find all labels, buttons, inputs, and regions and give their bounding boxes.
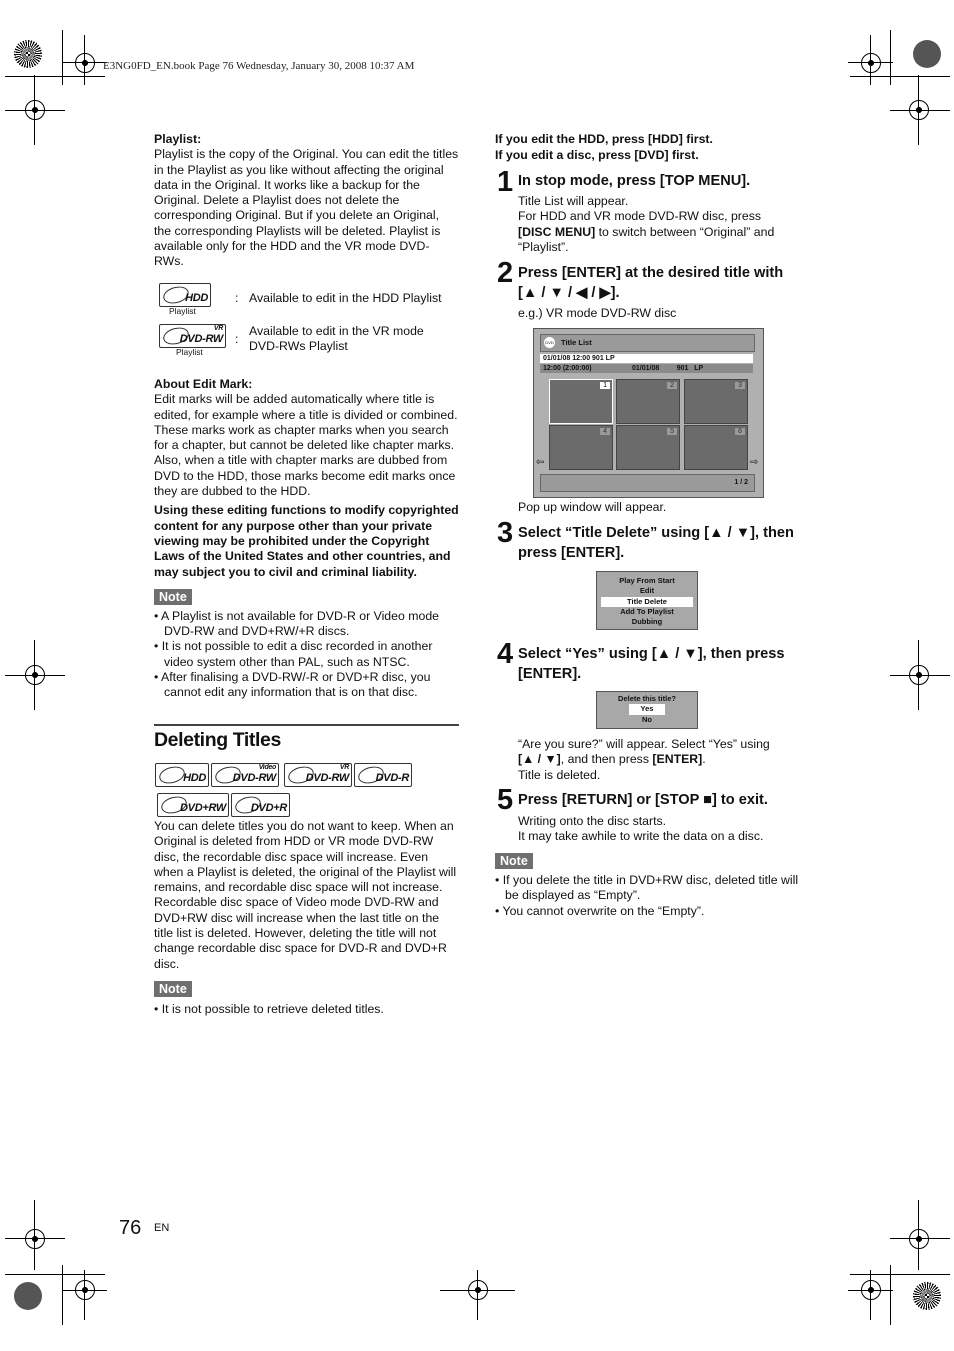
dvdplusr-logo: DVD+R: [231, 793, 290, 817]
thumbnail-1[interactable]: 1: [549, 379, 613, 424]
step-4-body: “Are you sure?” will appear. Select “Yes” using [▲ / ▼], and then press [ENTER]. Title is deleted.: [518, 737, 770, 782]
colon: :: [235, 332, 239, 346]
hdd-playlist-icon: HDD: [159, 283, 211, 307]
list-item: • If you delete the title in DVD+RW disc, deleted title will be displayed as “Empty”.: [495, 873, 800, 904]
note-label: Note: [495, 853, 533, 869]
note-list-3: [495, 873, 800, 919]
step-2-after: Pop up window will appear.: [518, 500, 667, 514]
info-row-1: 01/01/08 12:00 901 LP: [540, 354, 753, 363]
step-3-title: Select “Title Delete” using [▲ / ▼], then press [ENTER].: [518, 525, 794, 561]
step-4-number: 4: [497, 638, 514, 670]
file-header: E3NG0FD_EN.book Page 76 Wednesday, January 30, 2008 10:37 AM: [103, 60, 415, 72]
step-1-title: In stop mode, press [TOP MENU].: [518, 173, 751, 189]
disc-icon: DVD: [544, 337, 555, 348]
step-2-example: e.g.) VR mode DVD-RW disc: [518, 306, 677, 320]
title-list-label: Title List: [561, 338, 592, 347]
confirm-dialog: [596, 691, 698, 729]
step-2-title: Press [ENTER] at the desired title with [▲ / ▼ / ◀ / ▶].: [518, 265, 784, 301]
dvdrw-video-logo: Video DVD-RW: [211, 763, 279, 787]
list-item: • You cannot overwrite on the “Empty”.: [495, 904, 800, 919]
thumbnail-6[interactable]: 6: [684, 425, 748, 470]
pre-note-dvd: If you edit a disc, press [DVD] first.: [495, 148, 699, 162]
note-label: Note: [154, 981, 192, 997]
page-number: 76: [119, 1217, 142, 1239]
thumbnail-3[interactable]: 3: [684, 379, 748, 424]
title-list-screen: [533, 328, 764, 498]
thumbnail-2[interactable]: 2: [616, 379, 680, 424]
list-item: • It is not possible to edit a disc recorded in another video system other than PAL, such as NTSC.: [154, 639, 459, 670]
pre-note-hdd: If you edit the HDD, press [HDD] first.: [495, 132, 713, 146]
confirm-yes[interactable]: Yes: [629, 704, 665, 714]
confirm-no[interactable]: No: [642, 714, 652, 724]
dvdrw-vr-logo: VR DVD-RW: [284, 763, 352, 787]
menu-item-title-delete[interactable]: Title Delete: [601, 597, 693, 607]
hdd-playlist-caption: Playlist: [169, 306, 196, 316]
page-indicator: 1 / 2: [734, 479, 748, 486]
section-title: Deleting Titles: [154, 729, 281, 751]
list-item: • It is not possible to retrieve deleted titles.: [154, 1002, 459, 1017]
step-1-number: 1: [497, 166, 514, 198]
menu-item-edit[interactable]: Edit: [639, 586, 655, 596]
info-row-2: 12:00 (2:00:00) 01/01/08 901 LP: [540, 364, 753, 373]
list-item: • After finalising a DVD-RW/-R or DVD+R disc, you cannot edit any information that is on that disc.: [154, 670, 459, 701]
menu-item-add-to-playlist[interactable]: Add To Playlist: [620, 606, 674, 616]
dvdr-logo: DVD-R: [354, 763, 412, 787]
playlist-body: Playlist is the copy of the Original. You can edit the titles in the Playlist as you like without affecting the original data in the Original. It works like a backup for the Original. Delete a Playlist does not delete the corresponding Original. But if you delete an Original, the corresponding Playlists will be deleted. Playlist is available only for the HDD and the VR mode DVD-RWs.: [154, 147, 459, 269]
playlist-heading: Playlist:: [154, 132, 202, 146]
menu-item-dubbing[interactable]: Dubbing: [631, 617, 663, 627]
delete-body: You can delete titles you do not want to keep. When an Original is deleted from HDD or VR mode DVD-RW disc, the recordable disc space will increase. Even when a Playlist is deleted, the original of the Playlist will remains, and recordable disc space will not increase. Recordable disc space of Video mode DVD-RW and DVD+RW disc will increase when the last title on the title list is deleted. However, deleting the title will not change recordable disc space for DVD-R and DVD+R disc.: [154, 819, 457, 971]
dvdrw-vr-playlist-icon: VR DVD-RW: [159, 324, 226, 348]
language-code: EN: [154, 1222, 170, 1234]
hdd-logo: HDD: [155, 763, 209, 787]
note-list-2: [154, 1002, 459, 1017]
left-column: [154, 132, 459, 270]
list-item: • A Playlist is not available for DVD-R or Video mode DVD-RW and DVD+RW/+R discs.: [154, 609, 459, 640]
step-2-number: 2: [497, 257, 514, 289]
arrow-left-icon[interactable]: ⇦: [536, 457, 545, 468]
edit-mark-heading: About Edit Mark:: [154, 377, 253, 391]
menu-item-play-from-start[interactable]: Play From Start: [619, 576, 675, 585]
dvdrw-playlist-text: Available to edit in the VR mode DVD-RWs Playlist: [249, 324, 424, 354]
thumbnail-5[interactable]: 5: [616, 425, 680, 470]
step-5-body: Writing onto the disc starts. It may take awhile to write the data on a disc.: [518, 814, 764, 844]
edit-mark-block: [154, 377, 459, 701]
edit-mark-body: Edit marks will be added automatically where title is edited, for example where a title is divided or combined. These marks work as chapter marks when you search for a chapter, but cannot be deleted like chapter marks. Also, when a title with chapter marks are dubbed from DVD to the HDD, those marks become edit marks once they are dubbed to the HDD.: [154, 392, 458, 499]
dvdrw-playlist-caption: Playlist: [176, 347, 203, 357]
step-1-body: Title List will appear. For HDD and VR mode DVD-RW disc, press [DISC MENU] to switch between “Original” and “Playlist”.: [518, 194, 775, 254]
step-4-title: Select “Yes” using [▲ / ▼], then press [ENTER].: [518, 646, 785, 682]
note-label: Note: [154, 589, 192, 605]
arrow-right-icon[interactable]: ⇨: [750, 457, 759, 468]
thumbnail-4[interactable]: 4: [549, 425, 613, 470]
dvdplusrw-logo: DVD+RW: [157, 793, 229, 817]
copyright-warning: Using these editing functions to modify copyrighted content for any purpose other than your private viewing may be prohibited under the Copyright Laws of the United States and other countries, and may subject you to civil and criminal liability.: [154, 503, 459, 579]
step-5-number: 5: [497, 784, 514, 816]
section-divider: [154, 724, 459, 726]
colon: :: [235, 291, 239, 305]
step-3-number: 3: [497, 517, 514, 549]
hdd-playlist-text: Available to edit in the HDD Playlist: [249, 291, 442, 305]
step-5-title: Press [RETURN] or [STOP ■] to exit.: [518, 792, 768, 808]
page-bar: [540, 474, 755, 492]
delete-description: [154, 819, 459, 1017]
right-note: [495, 852, 800, 919]
popup-menu: [596, 571, 698, 630]
confirm-question: Delete this title?: [618, 694, 676, 703]
note-list-1: [154, 609, 459, 701]
title-list-bar: [540, 334, 755, 352]
